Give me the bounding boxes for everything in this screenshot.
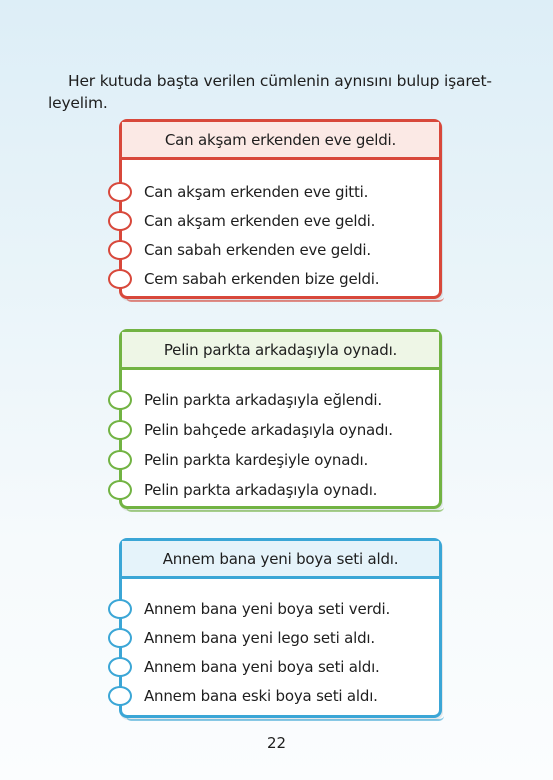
instruction-line-1: Her kutuda başta verilen cümlenin aynısını bulup işaret- [68, 72, 492, 90]
exercise-1-target-sentence: Can akşam erkenden eve geldi. [122, 122, 439, 160]
answer-circle[interactable] [108, 269, 132, 289]
instruction-text [48, 70, 508, 114]
exercise-1-option-1[interactable] [108, 177, 368, 206]
answer-circle[interactable] [108, 420, 132, 440]
exercise-3-option-4[interactable] [108, 681, 378, 710]
answer-circle[interactable] [108, 450, 132, 470]
exercise-box-3 [119, 538, 442, 718]
instruction-line-2: leyelim. [48, 94, 108, 112]
exercise-2-option-2[interactable] [108, 415, 393, 444]
page-number: 22 [266, 734, 287, 752]
exercise-2-target-sentence: Pelin parkta arkadaşıyla oynadı. [122, 332, 439, 370]
answer-circle[interactable] [108, 240, 132, 260]
answer-circle[interactable] [108, 686, 132, 706]
option-text: Annem bana yeni boya seti aldı. [144, 657, 380, 676]
option-text: Cem sabah erkenden bize geldi. [144, 269, 380, 288]
exercise-3-target-sentence: Annem bana yeni boya seti aldı. [122, 541, 439, 579]
option-text: Annem bana yeni boya seti verdi. [144, 599, 391, 618]
answer-circle[interactable] [108, 480, 132, 500]
option-text: Can akşam erkenden eve gitti. [144, 182, 369, 201]
option-text: Pelin parkta arkadaşıyla oynadı. [144, 480, 378, 499]
exercise-2-option-4[interactable] [108, 475, 377, 504]
answer-circle[interactable] [108, 182, 132, 202]
exercise-2-option-1[interactable] [108, 385, 382, 414]
exercise-box-2 [119, 329, 442, 509]
answer-circle[interactable] [108, 211, 132, 231]
option-text: Annem bana yeni lego seti aldı. [144, 628, 375, 647]
option-text: Annem bana eski boya seti aldı. [144, 686, 378, 705]
exercise-3-option-2[interactable] [108, 623, 375, 652]
answer-circle[interactable] [108, 599, 132, 619]
answer-circle[interactable] [108, 390, 132, 410]
option-text: Can sabah erkenden eve geldi. [144, 240, 371, 259]
exercise-2-option-3[interactable] [108, 445, 368, 474]
exercise-3-option-1[interactable] [108, 594, 390, 623]
exercise-3-option-3[interactable] [108, 652, 380, 681]
exercise-box-1 [119, 119, 442, 299]
option-text: Pelin bahçede arkadaşıyla oynadı. [144, 420, 393, 439]
exercise-1-option-3[interactable] [108, 235, 371, 264]
option-text: Can akşam erkenden eve geldi. [144, 211, 376, 230]
exercise-1-option-4[interactable] [108, 264, 379, 293]
option-text: Pelin parkta kardeşiyle oynadı. [144, 450, 369, 469]
answer-circle[interactable] [108, 628, 132, 648]
answer-circle[interactable] [108, 657, 132, 677]
option-text: Pelin parkta arkadaşıyla eğlendi. [144, 390, 382, 409]
exercise-1-option-2[interactable] [108, 206, 375, 235]
